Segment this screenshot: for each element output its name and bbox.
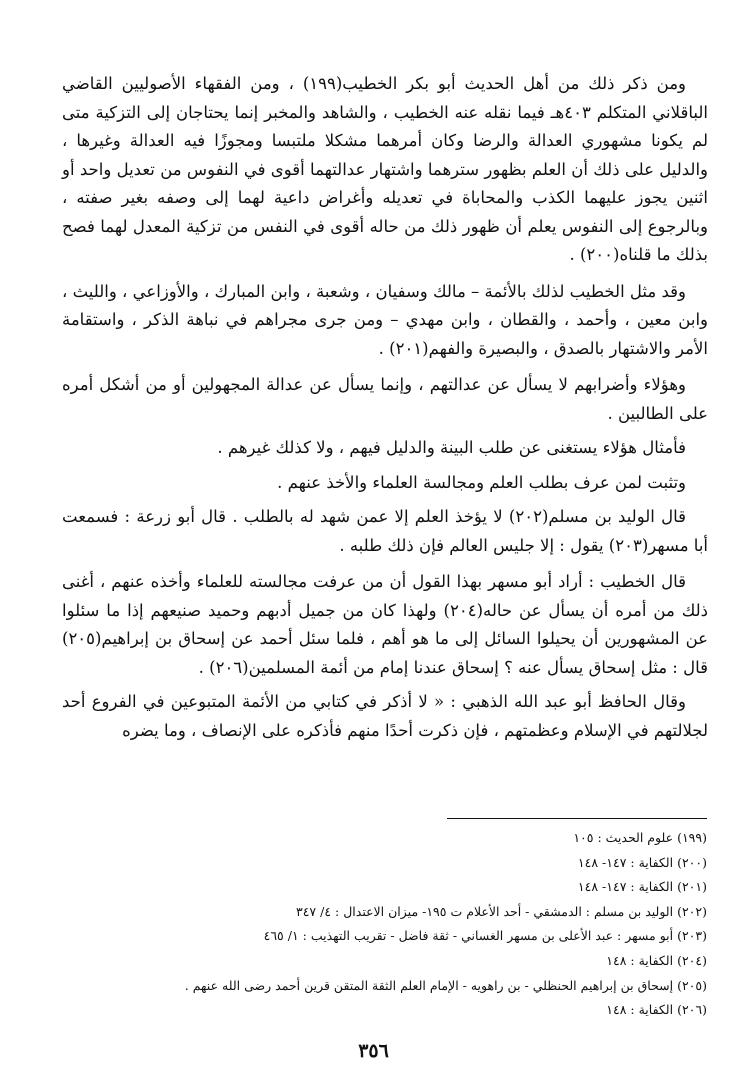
footnote-203: (٢٠٣) أبو مسهر : عبد الأعلى بن مسهر الغساني - ثقة فاضل - تقريب التهذيب : ١/ ٤٦٥ [263, 928, 707, 944]
footnote-205: (٢٠٥) إسحاق بن إبراهيم الحنظلي - بن راهويه - الإمام العلم الثقة المتقن قرين أحمد رضى الله عنهم . [184, 977, 707, 993]
paragraph-2: وقد مثل الخطيب لذلك بالأئمة – مالك وسفيان ، وشعبة ، وابن المبارك ، والأوزاعي ، والليث ، وابن معين ، وأحمد ، والقطان ، وابن مهدي – ومن جرى مجراهم في نباهة الذكر ، واستقامة الأمر والاشتهار بالصدق ، والبصيرة والفهم(٢٠١) . [62, 281, 708, 358]
paragraph-4: فأمثال هؤلاء يستغنى عن طلب البينة والدليل فيهم ، ولا كذلك غيرهم . [217, 438, 686, 457]
footnote-202: (٢٠٢) الوليد بن مسلم : الدمشقي - أحد الأعلام ت ١٩٥- ميزان الاعتدال : ٤/ ٣٤٧ [295, 903, 707, 919]
footnotes-list [67, 826, 707, 1023]
footnote-200: (٢٠٠) الكفاية : ١٤٧- ١٤٨ [577, 854, 707, 870]
page-body [62, 70, 708, 751]
footnote-199: (١٩٩) علوم الحديث : ١٠٥ [573, 830, 707, 845]
paragraph-8: وقال الحافظ أبو عبد الله الذهبي : « لا أذكر في كتابي من الأئمة المتبوعين في الفروع أحد لجلالتهم في الإسلام وعظمتهم ، فإن ذكرت أحدًا منهم فأذكره على الإنصاف ، وما يضره [62, 692, 708, 740]
main-text [62, 70, 708, 745]
paragraph-3: وهؤلاء وأضرابهم لا يسأل عن عدالتهم ، وإنما يسأل عن عدالة المجهولين أو من أشكل أمره على الطالبين . [62, 375, 708, 423]
footnote-divider [447, 818, 707, 819]
paragraph-1: ومن ذكر ذلك من أهل الحديث أبو بكر الخطيب(١٩٩) ، ومن الفقهاء الأصوليين القاضي الباقلاني المتكلم ٤٠٣هـ فيما نقله عنه الخطيب ، والشاهد والمخبر إنما يحتاجان إلى التزكية متى لم يكونا مشهوري العدالة والرضا وكان أمرهما مشكلا ملتبسا ومجوزًا فيه العدالة وغيرها ، والدليل على ذلك أن العلم بظهور سترهما واشتهار عدالتهما أقوى في النفوس من تعديل واحد أو اثنين يجوز عليهما الكذب والمحاباة في تعديله وأغراض داعية لهما إلى وصفه بغير صفته ، وبالرجوع إلى النفوس يعلم أن ظهور ذلك من حاله أقوى في النفس من تزكية المعدل لهما فصح بذلك ما قلناه(٢٠٠) . [62, 74, 708, 264]
paragraph-7: قال الخطيب : أراد أبو مسهر بهذا القول أن من عرفت مجالسته للعلماء وأخذه عنهم ، أغنى ذلك من أمره أن يسأل عن حاله(٢٠٤) ولهذا كان من جميل أدبهم وحميد صنيعهم إذا ما سئلوا عن المشهورين أن يحيلوا السائل إلى ما هو أهم ، فلما سئل أحمد عن إسحاق بن إبراهيم(٢٠٥) قال : مثل إسحاق يسأل عنه ؟ إسحاق عندنا إمام من أئمة المسلمين(٢٠٦) . [62, 572, 708, 677]
footnote-206: (٢٠٦) الكفاية : ١٤٨ [606, 1002, 707, 1018]
paragraph-5: وتثبت لمن عرف بطلب العلم ومجالسة العلماء والأخذ عنهم . [277, 472, 686, 492]
footnote-201: (٢٠١) الكفاية : ١٤٧- ١٤٨ [577, 879, 707, 895]
footnote-204: (٢٠٤) الكفاية : ١٤٨ [606, 952, 707, 968]
paragraph-6: قال الوليد بن مسلم(٢٠٢) لا يؤخذ العلم إلا عمن شهد له بالطلب . قال أبو زرعة : فسمعت أبا مسهر(٢٠٣) يقول : إلا جليس العالم فإن ذلك طلبه . [62, 507, 708, 555]
page-number: ٣٥٦ [358, 1040, 389, 1062]
